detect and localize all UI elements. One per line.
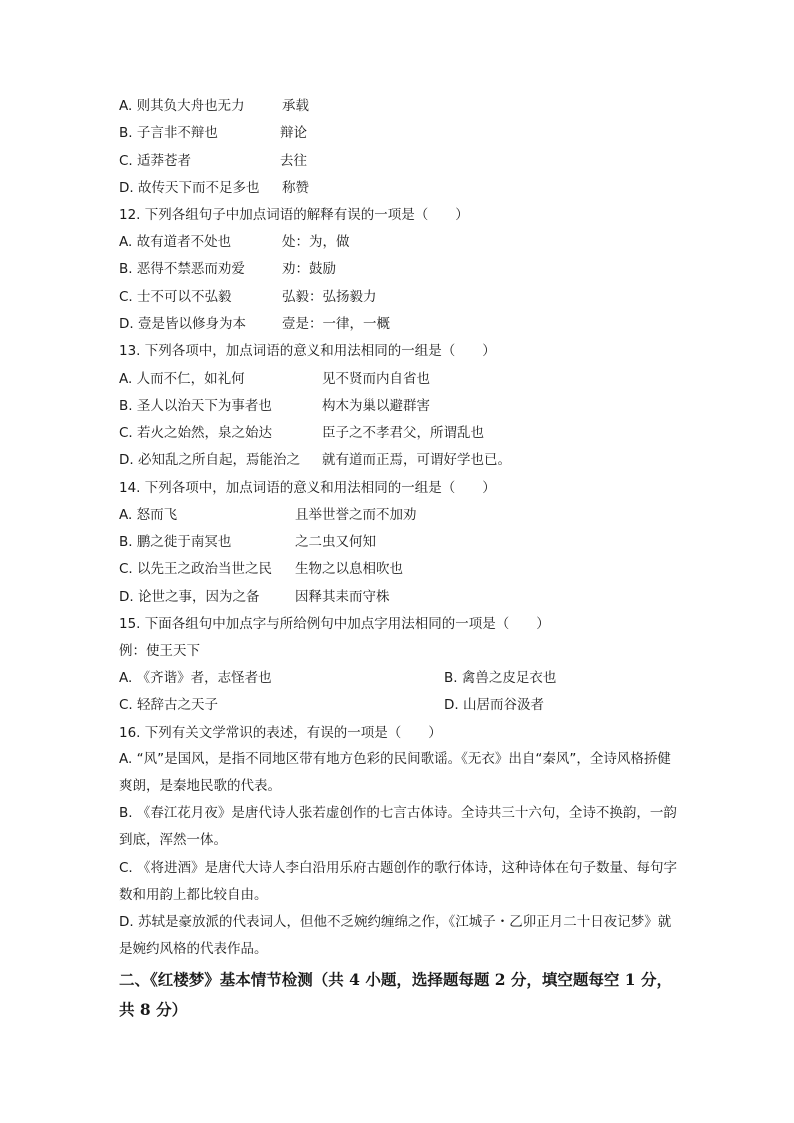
q12-option-d — [119, 315, 390, 333]
option-sentence: 故传天下而不足多也 — [137, 180, 260, 196]
option-label: C. — [119, 561, 133, 577]
q13-option-b — [119, 397, 430, 415]
option-gloss: 弘毅：弘扬毅力 — [282, 289, 377, 305]
q15-option-a — [119, 669, 272, 687]
q14-option-b — [119, 533, 376, 551]
option-label: B. — [119, 125, 133, 141]
q13-option-a — [119, 370, 430, 388]
option-sentence: 鹏之徙于南冥也 — [136, 534, 232, 550]
option-gloss: 且举世誉之而不加劝 — [295, 507, 417, 523]
q11-option-d — [119, 179, 309, 197]
option-text: 《春江花月夜》是唐代诗人张若虚创作的七言古体诗。全诗共三十六句，全诗不换韵，一韵到底，浑然一体。 — [119, 805, 677, 848]
q15-example: 例：使王天下 — [119, 643, 200, 659]
option-label: A. — [119, 371, 133, 387]
option-sentence: 子言非不辩也 — [136, 125, 218, 141]
option-sentence: 恶得不禁恶而劝爱 — [136, 261, 245, 277]
option-sentence: 故有道者不处也 — [136, 234, 232, 250]
option-gloss: 臣子之不孝君父，所谓乱也 — [322, 425, 484, 441]
option-text: “风”是国风，是指不同地区带有地方色彩的民间歌谣。《无衣》出自“秦风”，全诗风格挢健爽朗，是秦地民歌的代表。 — [119, 751, 671, 794]
option-sentence: 圣人以治天下为事者也 — [136, 398, 272, 414]
option-gloss: 承载 — [282, 98, 309, 114]
option-gloss: 因释其耒而守株 — [295, 589, 390, 605]
q11-option-c — [119, 152, 307, 170]
q13-stem: 13. 下列各项中，加点词语的意义和用法相同的一组是（ ） — [119, 343, 496, 359]
q12-option-a — [119, 233, 350, 251]
option-gloss: 之二虫又何知 — [295, 534, 376, 550]
option-gloss: 劝：鼓励 — [282, 261, 336, 277]
option-label: D. — [119, 914, 134, 930]
option-text: 《齐谐》者，志怪者也 — [136, 670, 272, 686]
option-text: 山居而谷汲者 — [462, 697, 544, 713]
option-gloss: 辩论 — [280, 125, 307, 141]
q13-option-c — [119, 424, 484, 442]
option-label: B. — [119, 534, 133, 550]
option-gloss: 构木为巢以避群害 — [322, 398, 430, 414]
option-gloss: 称赞 — [282, 180, 309, 196]
option-label: C. — [119, 860, 133, 876]
q15-stem: 15. 下面各组句中加点字与所给例句中加点字用法相同的一项是（ ） — [119, 616, 550, 632]
option-label: A. — [119, 670, 133, 686]
option-gloss: 生物之以息相吹也 — [295, 561, 403, 577]
option-label: B. — [444, 670, 458, 686]
q14-option-d — [119, 588, 390, 606]
option-label: C. — [119, 289, 133, 305]
q11-option-a — [119, 97, 309, 115]
section-heading: 二、《红楼梦》基本情节检测（共 4 小题，选择题每题 2 分，填空题每空 1 分，共 8 分） — [119, 970, 672, 1019]
q16-stem: 16. 下列有关文学常识的表述，有误的一项是（ ） — [119, 725, 442, 741]
q14-stem: 14. 下列各项中，加点词语的意义和用法相同的一组是（ ） — [119, 480, 496, 496]
option-label: B. — [119, 398, 133, 414]
q14-option-c — [119, 560, 403, 578]
option-label: A. — [119, 234, 133, 250]
option-text: 禽兽之皮足衣也 — [461, 670, 557, 686]
option-label: B. — [119, 261, 133, 277]
q16-option-c — [119, 855, 679, 909]
option-label: B. — [119, 805, 133, 821]
option-sentence: 壹是皆以修身为本 — [137, 316, 246, 332]
option-label: D. — [119, 316, 134, 332]
option-text: 苏轼是豪放派的代表词人，但他不乏婉约缠绵之作，《江城子・乙卯正月二十日夜记梦》就是婉约风格的代表作品。 — [119, 914, 672, 957]
q15-option-d — [444, 696, 544, 714]
q12-option-c — [119, 288, 377, 306]
q16-option-d — [119, 909, 679, 963]
option-label: D. — [119, 452, 134, 468]
option-sentence: 论世之事，因为之备 — [137, 589, 260, 605]
option-label: C. — [119, 425, 133, 441]
q13-option-d — [119, 451, 511, 469]
option-label: C. — [119, 697, 133, 713]
option-label: C. — [119, 153, 133, 169]
option-sentence: 必知乱之所自起，焉能治之 — [137, 452, 300, 468]
option-label: D. — [119, 589, 134, 605]
option-sentence: 怒而飞 — [136, 507, 178, 523]
option-text: 《将进酒》是唐代大诗人李白沿用乐府古题创作的歌行体诗，这种诗体在句子数量、每句字数和用韵上都比较自由。 — [119, 860, 678, 903]
option-gloss: 处：为，做 — [282, 234, 350, 250]
q16-option-b — [119, 800, 679, 854]
option-sentence: 以先王之政治当世之民 — [137, 561, 273, 577]
option-sentence: 则其负大舟也无力 — [136, 98, 245, 114]
q12-stem: 12. 下列各组句子中加点词语的解释有误的一项是（ ） — [119, 207, 469, 223]
q14-option-a — [119, 506, 417, 524]
option-gloss: 去往 — [280, 153, 307, 169]
option-label: A. — [119, 98, 133, 114]
option-label: A. — [119, 507, 133, 523]
option-gloss: 见不贤而内自省也 — [322, 371, 430, 387]
option-gloss: 壹是：一律，一概 — [282, 316, 390, 332]
option-gloss: 就有道而正焉，可谓好学也已。 — [322, 452, 511, 468]
q12-option-b — [119, 260, 336, 278]
q15-option-b — [444, 669, 556, 687]
q11-option-b — [119, 124, 307, 142]
option-sentence: 若火之始然，泉之始达 — [137, 425, 273, 441]
q15-option-c — [119, 696, 218, 714]
option-sentence: 士不可以不弘毅 — [137, 289, 232, 305]
option-label: A. — [119, 751, 133, 767]
q16-option-a — [119, 746, 679, 800]
option-sentence: 适莽苍者 — [137, 153, 192, 169]
option-label: D. — [119, 180, 134, 196]
option-label: D. — [444, 697, 459, 713]
option-text: 轻辞古之天子 — [137, 697, 219, 713]
option-sentence: 人而不仁，如礼何 — [136, 371, 245, 387]
